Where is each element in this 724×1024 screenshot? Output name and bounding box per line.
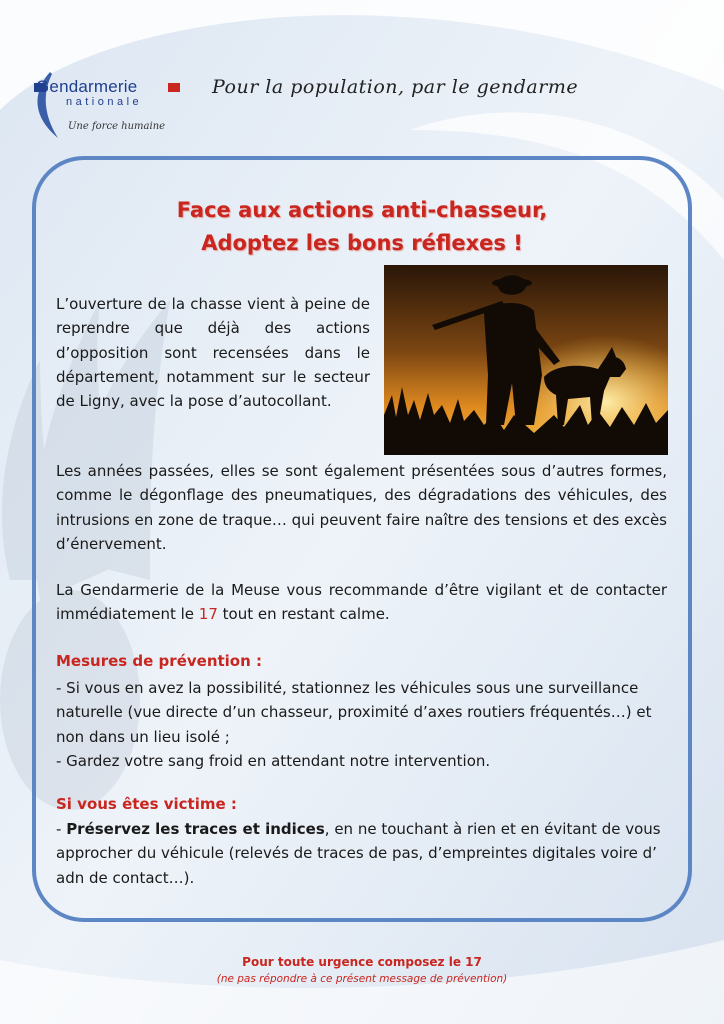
recommendation-end: tout en restant calme. (217, 605, 390, 624)
intro-paragraph: L’ouverture de la chasse vient à peine de reprendre que déjà des actions d’opposition sont recensées dans le département, notamment sur le secteur de Ligny, avec la pose d’autocollant. (56, 295, 370, 411)
victim-emphasis: Préservez les traces et indices (66, 820, 325, 838)
title-line-2: Adoptez les bons réflexes ! (201, 231, 523, 255)
prevention-item-2: - Gardez votre sang froid en attendant notre intervention. (56, 751, 491, 770)
prevention-heading: Mesures de prévention : (56, 652, 263, 670)
victim-text: , en ne touchant à rien et en évitant de vous approcher du véhicule (relevés de traces de pas, d’empreintes digitales voire d’ adn de contact…). (56, 820, 661, 887)
footer-emergency: Pour toute urgence composez le 17 (242, 955, 482, 969)
logo-subtitle: nationale (66, 96, 143, 108)
title-line-1: Face aux actions anti-chasseur, (176, 198, 548, 222)
logo-name: Gendarmerie (36, 77, 138, 96)
logo-motto: Une force humaine (68, 121, 166, 132)
emergency-number: 17 (198, 605, 218, 624)
paragraph-past-actions: Les années passées, elles se sont également présentées sous d’autres formes, comme le dégonflage des pneumatiques, des dégradations des véhicules, des intrusions en zone de traque… qui peuvent faire naître des tensions et des excès d’énervement. (56, 462, 667, 553)
victim-heading: Si vous êtes victime : (56, 795, 237, 813)
recommendation-text: La Gendarmerie de la Meuse vous recommande d’être vigilant et de contacter immédiatement le (56, 581, 667, 624)
header-tagline: Pour la population, par le gendarme (212, 76, 579, 98)
hunter-dog-photo (384, 265, 668, 455)
prevention-list (56, 676, 667, 773)
victim-prefix: - (56, 820, 67, 838)
victim-paragraph (56, 817, 667, 890)
prevention-item-1: - Si vous en avez la possibilité, stationnez les véhicules sous une surveillance naturelle (vue directe d’un chasseur, proximité d’axes routiers fréquentés…) et non dans un lieu isolé ; (56, 679, 652, 746)
flag-red (168, 83, 180, 92)
footer-note: (ne pas répondre à ce présent message de prévention) (216, 973, 508, 985)
paragraph-recommendation (56, 578, 667, 627)
